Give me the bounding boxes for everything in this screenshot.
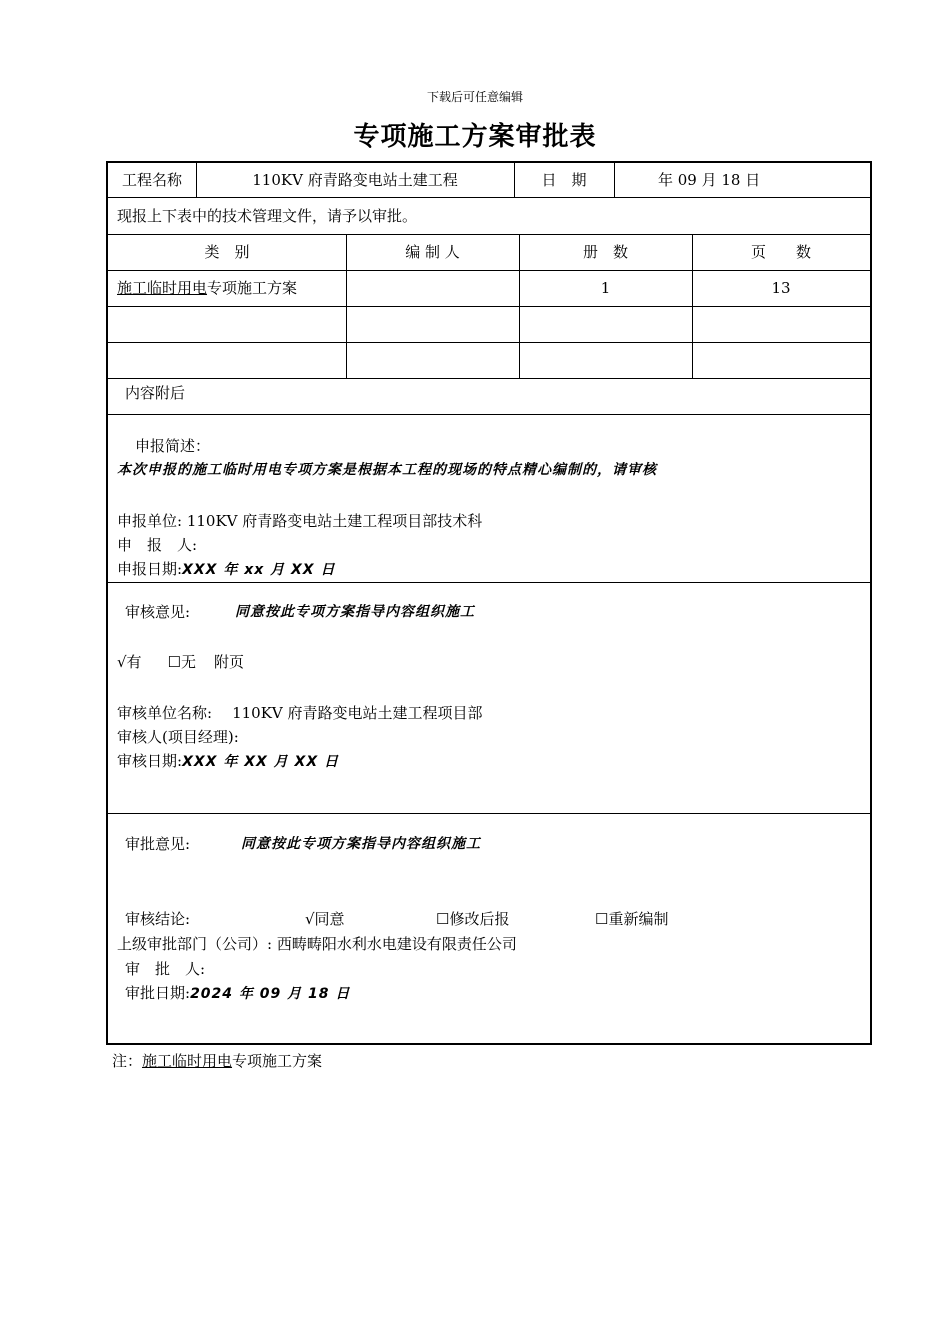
review-option-no: ☐无 [167, 653, 197, 671]
application-date-label: 申报日期: [117, 560, 183, 578]
page-title: 专项施工方案审批表 [353, 122, 597, 152]
category-underlined: 施工临时用电 [117, 279, 208, 297]
intro-text: 现报上下表中的技术管理文件，请予以审批。 [117, 207, 418, 225]
approval-option-agree: √同意 [305, 910, 345, 928]
row-divider [108, 197, 870, 198]
footer-rest: 专项施工方案 [232, 1052, 323, 1070]
footer-prefix: 注： [112, 1052, 143, 1070]
review-date-label: 审核日期: [117, 752, 183, 770]
row-divider [108, 270, 870, 271]
review-date-value: XXX 年 XX 月 XX 日 [182, 754, 339, 770]
approval-option-revise: ☐修改后报 [436, 910, 510, 928]
project-name-label: 工程名称 [121, 171, 182, 189]
footer-underlined: 施工临时用电 [142, 1052, 233, 1070]
review-option-attached: 附页 [214, 653, 245, 671]
application-unit: 申报单位: 110KV 府青路变电站土建工程项目部技术科 [117, 512, 483, 530]
review-unit-label: 审核单位名称: [117, 704, 213, 722]
application-date [117, 560, 335, 579]
approval-date-value: 2024 年 09 月 18 日 [190, 986, 351, 1002]
row-divider [108, 234, 870, 235]
row-divider [108, 813, 870, 814]
approval-opinion-text: 同意按此专项方案指导内容组织施工 [241, 836, 481, 852]
approval-person-label: 审 批 人: [125, 960, 206, 978]
row-divider [108, 306, 870, 307]
table-row-pages: 13 [771, 279, 791, 297]
application-summary-label: 申报简述： [135, 437, 211, 455]
application-summary-text: 本次申报的施工临时用电专项方案是根据本工程的现场的特点精心编制的，请审核 [117, 462, 657, 478]
approval-opinion-label: 审批意见: [125, 835, 191, 853]
review-opinion-text: 同意按此专项方案指导内容组织施工 [235, 604, 475, 620]
content-attached: 内容附后 [125, 384, 186, 402]
col-header-author: 编 制 人 [405, 243, 460, 261]
application-person-label: 申 报 人: [117, 536, 198, 554]
row-divider [108, 582, 870, 583]
review-person-label: 审核人(项目经理): [117, 728, 239, 746]
approval-form-table [106, 161, 872, 1045]
approval-date-label: 审批日期: [125, 984, 191, 1002]
date-value: 年 09 月 18 日 [658, 171, 761, 189]
approval-option-redo: ☐重新编制 [595, 910, 669, 928]
review-date [117, 752, 339, 771]
application-date-value: XXX 年 xx 月 XX 日 [182, 562, 336, 578]
row-divider [108, 342, 870, 343]
category-rest: 专项施工方案 [207, 279, 298, 297]
review-opinion-label: 审核意见: [125, 603, 191, 621]
approval-department: 上级审批部门（公司）: 西畴畴阳水利水电建设有限责任公司 [117, 935, 517, 953]
table-row-category [117, 279, 297, 297]
col-divider [614, 163, 615, 197]
review-unit-value: 110KV 府青路变电站土建工程项目部 [232, 704, 483, 722]
review-unit [117, 704, 483, 722]
approval-date [125, 984, 350, 1003]
table-row-volumes: 1 [600, 279, 611, 297]
top-note: 下载后可任意编辑 [426, 90, 523, 104]
col-header-volumes: 册 数 [582, 243, 628, 261]
col-header-pages: 页 数 [750, 243, 811, 261]
col-header-category: 类 别 [204, 243, 250, 261]
review-option-yes: √有 [117, 653, 142, 671]
review-attachment-options [117, 653, 244, 671]
project-name-value: 110KV 府青路变电站土建工程 [252, 171, 458, 189]
row-divider [108, 414, 870, 415]
approval-conclusion-label: 审核结论: [125, 910, 191, 928]
footer-note [112, 1050, 322, 1071]
row-divider [108, 378, 870, 379]
date-label: 日 期 [541, 171, 587, 189]
